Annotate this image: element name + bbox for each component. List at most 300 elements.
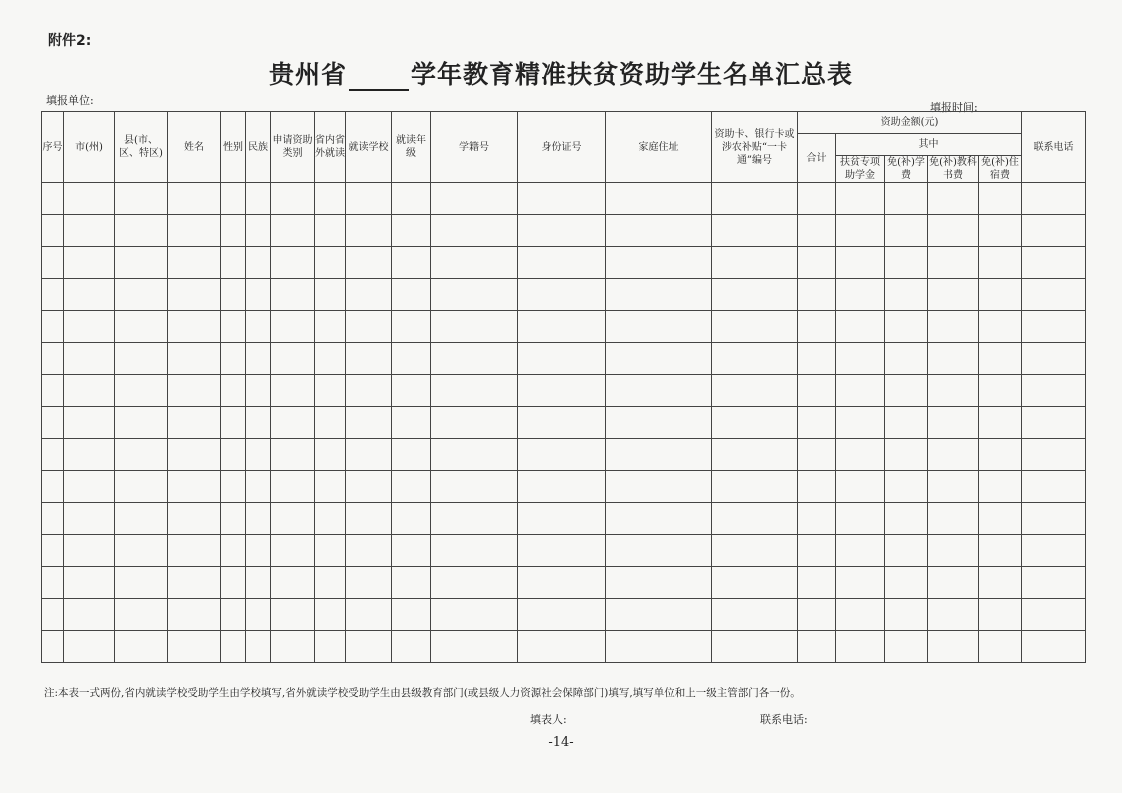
table-cell[interactable] (115, 439, 168, 471)
table-cell[interactable] (246, 631, 271, 663)
table-cell[interactable] (836, 503, 885, 535)
table-cell[interactable] (798, 439, 836, 471)
table-cell[interactable] (115, 567, 168, 599)
table-cell[interactable] (979, 183, 1022, 215)
table-cell[interactable] (246, 407, 271, 439)
table-cell[interactable] (64, 183, 115, 215)
table-cell[interactable] (431, 503, 518, 535)
table-cell[interactable] (246, 247, 271, 279)
table-cell[interactable] (246, 567, 271, 599)
table-cell[interactable] (42, 279, 64, 311)
table-cell[interactable] (42, 567, 64, 599)
table-cell[interactable] (315, 471, 346, 503)
table-cell[interactable] (271, 471, 315, 503)
table-cell[interactable] (979, 375, 1022, 407)
table-cell[interactable] (221, 631, 246, 663)
table-cell[interactable] (712, 535, 798, 567)
table-cell[interactable] (42, 247, 64, 279)
table-cell[interactable] (798, 503, 836, 535)
table-cell[interactable] (246, 311, 271, 343)
table-cell[interactable] (42, 343, 64, 375)
table-cell[interactable] (606, 215, 712, 247)
table-cell[interactable] (885, 599, 928, 631)
table-cell[interactable] (885, 567, 928, 599)
table-cell[interactable] (392, 375, 431, 407)
table-cell[interactable] (836, 599, 885, 631)
table-cell[interactable] (836, 631, 885, 663)
table-cell[interactable] (606, 503, 712, 535)
table-cell[interactable] (64, 247, 115, 279)
table-cell[interactable] (518, 279, 606, 311)
table-cell[interactable] (431, 599, 518, 631)
table-cell[interactable] (1022, 599, 1086, 631)
table-cell[interactable] (518, 631, 606, 663)
table-cell[interactable] (798, 183, 836, 215)
table-cell[interactable] (518, 343, 606, 375)
table-cell[interactable] (885, 279, 928, 311)
table-cell[interactable] (346, 247, 392, 279)
table-cell[interactable] (885, 503, 928, 535)
table-cell[interactable] (712, 471, 798, 503)
table-cell[interactable] (315, 215, 346, 247)
table-cell[interactable] (836, 439, 885, 471)
table-cell[interactable] (168, 407, 221, 439)
table-cell[interactable] (518, 567, 606, 599)
table-cell[interactable] (115, 599, 168, 631)
table-cell[interactable] (885, 535, 928, 567)
table-cell[interactable] (42, 183, 64, 215)
table-cell[interactable] (115, 375, 168, 407)
table-cell[interactable] (431, 215, 518, 247)
table-cell[interactable] (346, 535, 392, 567)
table-cell[interactable] (1022, 535, 1086, 567)
table-cell[interactable] (431, 535, 518, 567)
table-cell[interactable] (64, 215, 115, 247)
table-cell[interactable] (271, 183, 315, 215)
table-cell[interactable] (315, 599, 346, 631)
table-cell[interactable] (246, 183, 271, 215)
table-cell[interactable] (885, 215, 928, 247)
table-cell[interactable] (979, 535, 1022, 567)
table-cell[interactable] (346, 439, 392, 471)
table-cell[interactable] (115, 215, 168, 247)
table-cell[interactable] (42, 631, 64, 663)
table-cell[interactable] (221, 567, 246, 599)
table-cell[interactable] (1022, 311, 1086, 343)
table-cell[interactable] (431, 183, 518, 215)
table-cell[interactable] (221, 375, 246, 407)
table-cell[interactable] (431, 567, 518, 599)
table-cell[interactable] (221, 343, 246, 375)
table-cell[interactable] (979, 311, 1022, 343)
table-cell[interactable] (315, 567, 346, 599)
table-cell[interactable] (836, 343, 885, 375)
table-cell[interactable] (42, 439, 64, 471)
table-cell[interactable] (979, 439, 1022, 471)
table-cell[interactable] (712, 247, 798, 279)
table-cell[interactable] (64, 279, 115, 311)
table-cell[interactable] (606, 311, 712, 343)
table-cell[interactable] (42, 471, 64, 503)
table-cell[interactable] (346, 407, 392, 439)
table-cell[interactable] (979, 599, 1022, 631)
table-cell[interactable] (246, 215, 271, 247)
table-cell[interactable] (64, 599, 115, 631)
table-cell[interactable] (392, 599, 431, 631)
table-cell[interactable] (798, 311, 836, 343)
table-cell[interactable] (392, 439, 431, 471)
table-cell[interactable] (271, 631, 315, 663)
table-cell[interactable] (315, 631, 346, 663)
table-cell[interactable] (518, 471, 606, 503)
table-cell[interactable] (246, 439, 271, 471)
table-cell[interactable] (346, 503, 392, 535)
table-cell[interactable] (979, 567, 1022, 599)
table-cell[interactable] (168, 567, 221, 599)
table-cell[interactable] (221, 215, 246, 247)
table-cell[interactable] (836, 567, 885, 599)
table-cell[interactable] (928, 471, 979, 503)
table-cell[interactable] (712, 439, 798, 471)
table-cell[interactable] (798, 343, 836, 375)
table-cell[interactable] (271, 247, 315, 279)
table-cell[interactable] (246, 471, 271, 503)
table-cell[interactable] (712, 375, 798, 407)
table-cell[interactable] (168, 631, 221, 663)
table-cell[interactable] (221, 535, 246, 567)
table-cell[interactable] (168, 215, 221, 247)
table-cell[interactable] (928, 375, 979, 407)
table-cell[interactable] (885, 631, 928, 663)
table-cell[interactable] (271, 215, 315, 247)
table-cell[interactable] (168, 535, 221, 567)
table-cell[interactable] (885, 183, 928, 215)
table-cell[interactable] (712, 503, 798, 535)
table-cell[interactable] (246, 343, 271, 375)
table-cell[interactable] (885, 343, 928, 375)
table-cell[interactable] (168, 375, 221, 407)
table-cell[interactable] (518, 407, 606, 439)
table-cell[interactable] (606, 535, 712, 567)
table-cell[interactable] (518, 375, 606, 407)
table-cell[interactable] (518, 311, 606, 343)
table-cell[interactable] (346, 215, 392, 247)
table-cell[interactable] (606, 471, 712, 503)
table-cell[interactable] (431, 311, 518, 343)
table-cell[interactable] (271, 567, 315, 599)
table-cell[interactable] (392, 631, 431, 663)
table-cell[interactable] (836, 279, 885, 311)
table-cell[interactable] (1022, 471, 1086, 503)
table-cell[interactable] (221, 503, 246, 535)
table-cell[interactable] (271, 439, 315, 471)
table-cell[interactable] (928, 599, 979, 631)
table-cell[interactable] (518, 599, 606, 631)
table-cell[interactable] (346, 311, 392, 343)
table-cell[interactable] (712, 407, 798, 439)
table-cell[interactable] (246, 599, 271, 631)
table-cell[interactable] (836, 375, 885, 407)
table-cell[interactable] (392, 311, 431, 343)
table-cell[interactable] (392, 567, 431, 599)
table-cell[interactable] (798, 631, 836, 663)
table-cell[interactable] (115, 343, 168, 375)
table-cell[interactable] (798, 215, 836, 247)
table-cell[interactable] (1022, 215, 1086, 247)
table-cell[interactable] (346, 471, 392, 503)
table-cell[interactable] (606, 439, 712, 471)
table-cell[interactable] (64, 407, 115, 439)
table-cell[interactable] (518, 215, 606, 247)
table-cell[interactable] (168, 183, 221, 215)
table-cell[interactable] (392, 407, 431, 439)
table-cell[interactable] (712, 567, 798, 599)
table-cell[interactable] (712, 311, 798, 343)
table-cell[interactable] (392, 279, 431, 311)
table-cell[interactable] (979, 503, 1022, 535)
table-cell[interactable] (798, 599, 836, 631)
table-cell[interactable] (836, 215, 885, 247)
table-cell[interactable] (115, 535, 168, 567)
table-cell[interactable] (885, 375, 928, 407)
table-cell[interactable] (885, 439, 928, 471)
table-cell[interactable] (115, 311, 168, 343)
table-cell[interactable] (431, 439, 518, 471)
table-cell[interactable] (928, 567, 979, 599)
table-cell[interactable] (1022, 503, 1086, 535)
table-cell[interactable] (346, 567, 392, 599)
table-cell[interactable] (271, 343, 315, 375)
table-cell[interactable] (836, 183, 885, 215)
table-cell[interactable] (836, 535, 885, 567)
table-cell[interactable] (979, 631, 1022, 663)
table-cell[interactable] (64, 535, 115, 567)
table-cell[interactable] (392, 503, 431, 535)
table-cell[interactable] (315, 343, 346, 375)
table-cell[interactable] (606, 247, 712, 279)
table-cell[interactable] (606, 407, 712, 439)
table-cell[interactable] (606, 183, 712, 215)
table-cell[interactable] (246, 279, 271, 311)
table-cell[interactable] (42, 311, 64, 343)
table-cell[interactable] (221, 247, 246, 279)
table-cell[interactable] (246, 503, 271, 535)
table-cell[interactable] (836, 247, 885, 279)
table-cell[interactable] (392, 535, 431, 567)
table-cell[interactable] (431, 279, 518, 311)
table-cell[interactable] (115, 503, 168, 535)
table-cell[interactable] (928, 311, 979, 343)
table-cell[interactable] (115, 631, 168, 663)
table-cell[interactable] (1022, 631, 1086, 663)
table-cell[interactable] (168, 439, 221, 471)
table-cell[interactable] (115, 279, 168, 311)
table-cell[interactable] (42, 503, 64, 535)
table-cell[interactable] (392, 343, 431, 375)
table-cell[interactable] (64, 567, 115, 599)
table-cell[interactable] (246, 535, 271, 567)
table-cell[interactable] (221, 439, 246, 471)
table-cell[interactable] (168, 343, 221, 375)
table-cell[interactable] (64, 439, 115, 471)
table-cell[interactable] (42, 215, 64, 247)
table-cell[interactable] (315, 279, 346, 311)
table-cell[interactable] (712, 183, 798, 215)
table-cell[interactable] (928, 503, 979, 535)
table-cell[interactable] (836, 407, 885, 439)
table-cell[interactable] (271, 279, 315, 311)
table-cell[interactable] (168, 311, 221, 343)
table-cell[interactable] (431, 247, 518, 279)
table-cell[interactable] (606, 375, 712, 407)
table-cell[interactable] (221, 183, 246, 215)
table-cell[interactable] (928, 183, 979, 215)
table-cell[interactable] (246, 375, 271, 407)
table-cell[interactable] (928, 247, 979, 279)
table-cell[interactable] (115, 471, 168, 503)
table-cell[interactable] (1022, 407, 1086, 439)
table-cell[interactable] (606, 599, 712, 631)
table-cell[interactable] (606, 343, 712, 375)
table-cell[interactable] (979, 343, 1022, 375)
table-cell[interactable] (798, 279, 836, 311)
table-cell[interactable] (392, 247, 431, 279)
table-cell[interactable] (1022, 247, 1086, 279)
table-cell[interactable] (168, 247, 221, 279)
table-cell[interactable] (64, 471, 115, 503)
table-cell[interactable] (64, 375, 115, 407)
table-cell[interactable] (221, 599, 246, 631)
table-cell[interactable] (798, 471, 836, 503)
table-cell[interactable] (979, 407, 1022, 439)
table-cell[interactable] (64, 311, 115, 343)
table-cell[interactable] (431, 375, 518, 407)
table-cell[interactable] (712, 215, 798, 247)
table-cell[interactable] (346, 183, 392, 215)
table-cell[interactable] (271, 503, 315, 535)
table-cell[interactable] (392, 215, 431, 247)
table-cell[interactable] (168, 599, 221, 631)
table-cell[interactable] (979, 247, 1022, 279)
table-cell[interactable] (606, 279, 712, 311)
table-cell[interactable] (979, 279, 1022, 311)
table-cell[interactable] (928, 535, 979, 567)
table-cell[interactable] (518, 503, 606, 535)
table-cell[interactable] (221, 471, 246, 503)
table-cell[interactable] (712, 343, 798, 375)
table-cell[interactable] (518, 247, 606, 279)
table-cell[interactable] (798, 535, 836, 567)
table-cell[interactable] (392, 183, 431, 215)
table-cell[interactable] (1022, 375, 1086, 407)
table-cell[interactable] (712, 599, 798, 631)
table-cell[interactable] (315, 311, 346, 343)
table-cell[interactable] (885, 247, 928, 279)
table-cell[interactable] (885, 471, 928, 503)
table-cell[interactable] (64, 343, 115, 375)
table-cell[interactable] (315, 503, 346, 535)
table-cell[interactable] (836, 311, 885, 343)
table-cell[interactable] (928, 215, 979, 247)
table-cell[interactable] (271, 599, 315, 631)
table-cell[interactable] (42, 375, 64, 407)
table-cell[interactable] (392, 471, 431, 503)
table-cell[interactable] (928, 407, 979, 439)
table-cell[interactable] (1022, 439, 1086, 471)
table-cell[interactable] (928, 279, 979, 311)
table-cell[interactable] (518, 535, 606, 567)
table-cell[interactable] (42, 535, 64, 567)
table-cell[interactable] (168, 279, 221, 311)
table-cell[interactable] (606, 631, 712, 663)
table-cell[interactable] (115, 407, 168, 439)
table-cell[interactable] (1022, 567, 1086, 599)
table-cell[interactable] (221, 407, 246, 439)
table-cell[interactable] (885, 407, 928, 439)
table-cell[interactable] (221, 311, 246, 343)
table-cell[interactable] (798, 407, 836, 439)
table-cell[interactable] (431, 343, 518, 375)
table-cell[interactable] (798, 567, 836, 599)
table-cell[interactable] (518, 439, 606, 471)
table-cell[interactable] (1022, 183, 1086, 215)
table-cell[interactable] (346, 599, 392, 631)
table-cell[interactable] (346, 375, 392, 407)
table-cell[interactable] (518, 183, 606, 215)
table-cell[interactable] (168, 471, 221, 503)
table-cell[interactable] (346, 279, 392, 311)
table-cell[interactable] (42, 407, 64, 439)
table-cell[interactable] (431, 631, 518, 663)
table-cell[interactable] (168, 503, 221, 535)
table-cell[interactable] (315, 247, 346, 279)
table-cell[interactable] (712, 279, 798, 311)
table-cell[interactable] (885, 311, 928, 343)
table-cell[interactable] (64, 631, 115, 663)
table-cell[interactable] (346, 631, 392, 663)
table-cell[interactable] (271, 535, 315, 567)
table-cell[interactable] (64, 503, 115, 535)
table-cell[interactable] (315, 407, 346, 439)
table-cell[interactable] (315, 439, 346, 471)
table-cell[interactable] (315, 535, 346, 567)
table-cell[interactable] (928, 439, 979, 471)
table-cell[interactable] (798, 247, 836, 279)
table-cell[interactable] (979, 471, 1022, 503)
table-cell[interactable] (836, 471, 885, 503)
table-cell[interactable] (712, 631, 798, 663)
table-cell[interactable] (315, 375, 346, 407)
table-cell[interactable] (979, 215, 1022, 247)
table-cell[interactable] (431, 471, 518, 503)
table-cell[interactable] (115, 183, 168, 215)
table-cell[interactable] (798, 375, 836, 407)
table-cell[interactable] (346, 343, 392, 375)
table-cell[interactable] (606, 567, 712, 599)
table-cell[interactable] (1022, 279, 1086, 311)
table-cell[interactable] (42, 599, 64, 631)
table-cell[interactable] (431, 407, 518, 439)
table-cell[interactable] (271, 311, 315, 343)
table-cell[interactable] (1022, 343, 1086, 375)
table-cell[interactable] (928, 631, 979, 663)
table-cell[interactable] (271, 407, 315, 439)
table-cell[interactable] (315, 183, 346, 215)
table-cell[interactable] (928, 343, 979, 375)
table-cell[interactable] (115, 247, 168, 279)
table-cell[interactable] (221, 279, 246, 311)
table-cell[interactable] (271, 375, 315, 407)
